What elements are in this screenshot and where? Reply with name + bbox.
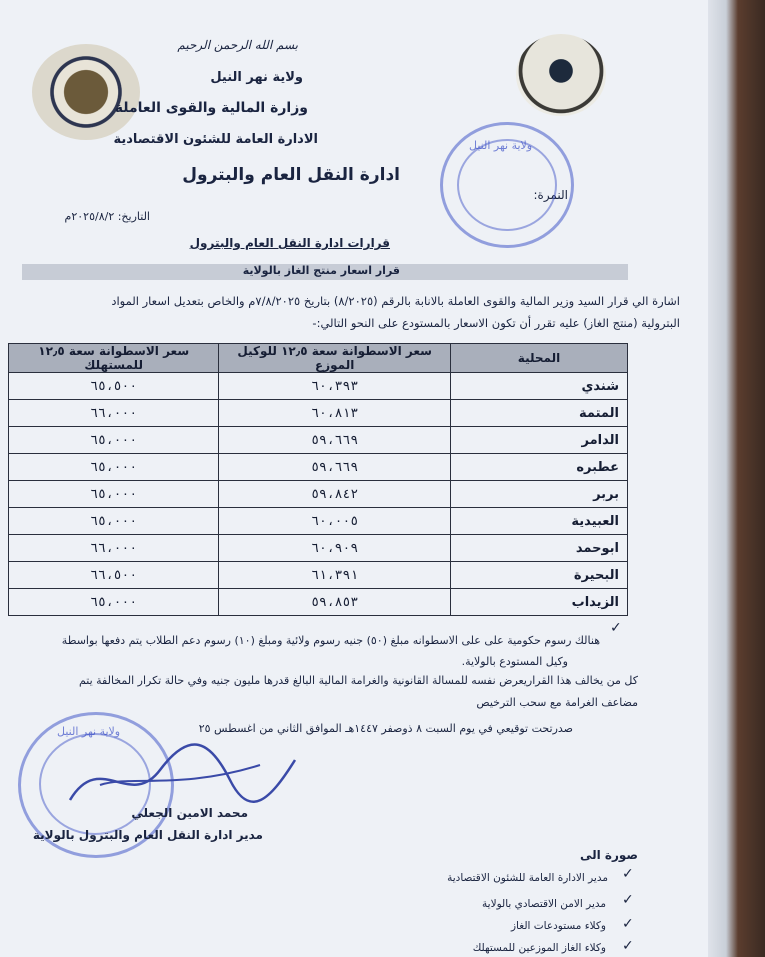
ministry-name: وزارة المالية والقوى العاملة	[114, 100, 308, 116]
checkmark-icon: ✓	[622, 892, 634, 908]
state-name: ولاية نهر النيل	[210, 70, 303, 85]
date-label: التاريخ: ٢٠٢٥/٨/٢م	[64, 210, 150, 223]
locality-cell: البحيرة	[451, 562, 628, 589]
agent-price-cell: ٥٩،٦٦٩	[219, 427, 451, 454]
consumer-price-cell: ٦٥،٠٠٠	[9, 508, 219, 535]
fees-note-line-2: وكيل المستودع بالولاية.	[461, 655, 568, 668]
department-name: ادارة النقل العام والبترول	[182, 165, 400, 185]
locality-cell: المتمة	[451, 400, 628, 427]
copy-item: مدير الادارة العامة للشئون الاقتصادية	[447, 872, 608, 884]
page-edge-background	[708, 0, 765, 957]
copy-item: مدير الامن الاقتصادي بالولاية	[482, 898, 606, 910]
general-admin-name: الادارة العامة للشئون الاقتصادية	[113, 132, 318, 147]
agent-price-cell: ٥٩،٦٦٩	[219, 454, 451, 481]
intro-line-1: اشارة الي قرار السيد وزير المالية والقوى العاملة بالانابة بالرقم (٨/٢٠٢٥) بتاريخ ٧/٨/٢٠٢٥م والخاص بتعديل اسعار المواد	[111, 294, 680, 308]
consumer-price-cell: ٦٥،٠٠٠	[9, 427, 219, 454]
basmala: بسم الله الرحمن الرحيم	[177, 38, 298, 52]
table-row	[9, 535, 628, 562]
locality-cell: العبيدية	[451, 508, 628, 535]
column-header-locality: المحلية	[451, 344, 628, 373]
consumer-price-cell: ٦٦،٠٠٠	[9, 535, 219, 562]
consumer-price-cell: ٦٥،٥٠٠	[9, 373, 219, 400]
penalty-line-2: مضاعف الغرامة مع سحب الترخيص	[476, 696, 638, 709]
table-row	[9, 481, 628, 508]
copy-item: وكلاء مستودعات الغاز	[510, 920, 606, 932]
column-header-consumer-price: سعر الاسطوانة سعة ١٢٫٥ للمستهلك	[9, 344, 219, 373]
consumer-price-cell: ٦٦،٥٠٠	[9, 562, 219, 589]
locality-cell: ابوحمد	[451, 535, 628, 562]
table-row	[9, 589, 628, 616]
checkmark-icon: ✓	[622, 866, 634, 882]
table-row	[9, 562, 628, 589]
ministry-seal-logo	[32, 44, 140, 140]
agent-price-cell: ٥٩،٨٥٣	[219, 589, 451, 616]
agent-price-cell: ٦٠،٠٠٥	[219, 508, 451, 535]
signatory-name: محمد الامين الجعلي	[131, 806, 248, 820]
fees-note-line-1: هنالك رسوم حكومية على على الاسطوانه مبلغ (٥٠) جنيه رسوم ولائية ومبلغ (١٠) رسوم دعم الطلاب يتم دفعها بواسطة	[61, 634, 600, 647]
locality-cell: بربر	[451, 481, 628, 508]
consumer-price-cell: ٦٥،٠٠٠	[9, 481, 219, 508]
official-stamp-bottom: ولاية نهر النيل	[18, 712, 174, 858]
consumer-price-cell: ٦٦،٠٠٠	[9, 400, 219, 427]
agent-price-cell: ٦١،٣٩١	[219, 562, 451, 589]
signed-date-line: صدرتحت توقيعي في يوم السبت ٨ ذوصفر ١٤٤٧هـ الموافق الثاني من اغسطس ٢٥	[198, 722, 573, 735]
locality-cell: الدامر	[451, 427, 628, 454]
locality-cell: عطبره	[451, 454, 628, 481]
checkmark-icon: ✓	[622, 916, 634, 932]
agent-price-cell: ٦٠،٣٩٣	[219, 373, 451, 400]
table-row	[9, 508, 628, 535]
agent-price-cell: ٦٠،٨١٣	[219, 400, 451, 427]
intro-line-2: البترولية (منتج الغاز) عليه تقرر أن تكون الاسعار بالمستودع على النحو التالي:-	[312, 316, 680, 330]
table-row	[9, 427, 628, 454]
locality-cell: الزيداب	[451, 589, 628, 616]
checkmark-icon: ✓	[610, 620, 622, 636]
decision-title: قرار اسعار منتج الغاز بالولاية	[242, 264, 400, 277]
number-label: النمرة:	[533, 188, 568, 202]
table-row	[9, 400, 628, 427]
consumer-price-cell: ٦٥،٠٠٠	[9, 454, 219, 481]
agent-price-cell: ٦٠،٩٠٩	[219, 535, 451, 562]
table-header-row	[9, 344, 628, 373]
table-row	[9, 373, 628, 400]
signatory-title: مدير ادارة النقل العام والبترول بالولاية	[32, 828, 263, 842]
column-header-agent-price: سعر الاسطوانة سعة ١٢٫٥ للوكيل الموزع	[219, 344, 451, 373]
table-row	[9, 454, 628, 481]
locality-cell: شندي	[451, 373, 628, 400]
official-stamp-top: ولاية نهر النيل	[440, 122, 574, 248]
state-emblem-logo	[516, 34, 606, 116]
decisions-heading: قرارات ادارة النقل العام والبترول	[189, 236, 390, 250]
gas-price-table	[8, 343, 628, 616]
checkmark-icon: ✓	[622, 938, 634, 954]
penalty-line-1: كل من يخالف هذا القراريعرض نفسه للمسالة القانونية والغرامة المالية البالغ قدرها مليون جنيه وفي حالة تكرار المخالفة يتم	[78, 674, 638, 687]
copies-heading: صورة الى	[579, 848, 638, 862]
copy-item: وكلاء الغاز الموزعين للمستهلك	[472, 942, 606, 954]
agent-price-cell: ٥٩،٨٤٢	[219, 481, 451, 508]
consumer-price-cell: ٦٥،٠٠٠	[9, 589, 219, 616]
